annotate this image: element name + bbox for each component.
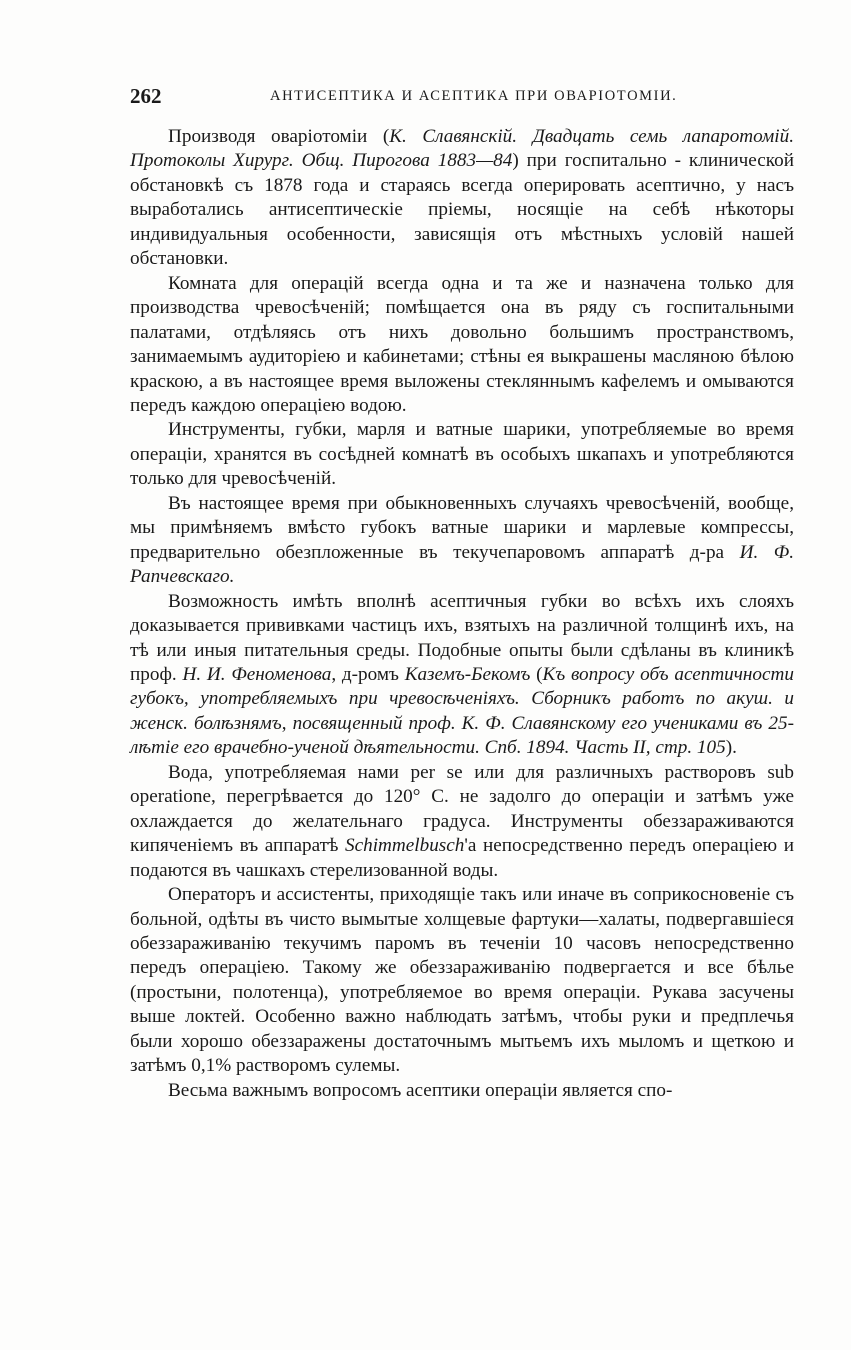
italic-text-run: К. Славянскій. Двадцать семь лапаротомій. Протоколы Хирург. Общ. Пирогова 1883—84 bbox=[130, 126, 794, 172]
paragraph bbox=[130, 418, 794, 491]
paragraph bbox=[130, 125, 794, 272]
paragraph bbox=[130, 883, 794, 1079]
paragraph bbox=[130, 590, 794, 761]
italic-text-run: И. Ф. Рапчевскаго. bbox=[130, 541, 795, 588]
italic-text-run: Каземъ-Бекомъ bbox=[404, 663, 531, 685]
text-run: , bbox=[281, 712, 293, 734]
text-run: Вода, употребляемая нами per se или для различныхъ растворовъ sub operatione, перегрѣвается до 120° С. не задолго до операціи и затѣмъ уже охлаждается до желательнаго градуса. Инструменты обеззараживаются кипяченіемъ въ аппаратѣ bbox=[130, 761, 794, 857]
text-run: Инструменты, губки, марля и ватные шарики, употребляемые во время операціи, хранятся въ сосѣдней комнатѣ въ особыхъ шкапахъ и употребляются только для чревосѣченій. bbox=[130, 419, 794, 490]
paragraph bbox=[130, 1079, 794, 1103]
text-run: ( bbox=[530, 663, 543, 685]
paragraph bbox=[130, 272, 794, 419]
text-run: ). bbox=[725, 737, 737, 759]
italic-text-run: Къ вопросу объ асептичности губокъ, употребляемыхъ при чревосѣченіяхъ. Сборникъ работъ по акуш. и женск. болѣзнямъ bbox=[130, 663, 794, 734]
running-head: АНТИСЕПТИКА И АСЕПТИКА ПРИ ОВАРІОТОМІИ. bbox=[270, 88, 678, 104]
page-number: 262 bbox=[130, 84, 162, 108]
italic-text-run: Schimmelbusch bbox=[345, 835, 465, 857]
text-run: Возможность имѣть вполнѣ асептичныя губки во всѣхъ ихъ слояхъ доказывается прививками частицъ ихъ, взятыхъ на различной толщинѣ ихъ, на тѣ или иныя питательныя среды. Подобные опыты были сдѣланы въ клиникѣ проф. bbox=[130, 590, 794, 685]
italic-text-run: посвященный проф. К. Ф. Славянскому его учениками въ 25-лѣтіе его врачебно-ученой дѣятельности. Спб. 1894. Часть II, стр. 105 bbox=[130, 712, 794, 759]
paragraph bbox=[130, 761, 794, 883]
text-run: , д-ромъ bbox=[331, 663, 405, 685]
paragraph bbox=[130, 492, 794, 590]
text-run: 'а непосредственно передъ операціею и подаются въ чашкахъ стерелизованной воды. bbox=[130, 835, 794, 881]
text-run: Производя оваріотоміи ( bbox=[168, 126, 390, 147]
text-run: Весьма важнымъ вопросомъ асептики операціи является спо- bbox=[168, 1079, 673, 1101]
text-run: Операторъ и ассистенты, приходящіе такъ или иначе въ соприкосновеніе съ больной, одѣты въ чисто вымытые холщевые фартуки—халаты, подвергавшіеся обеззараживанію текучимъ паромъ въ теченіи 10 часовъ непосредственно передъ операціею. Такому же обеззараживанію подвергается и все бѣлье (простыни, полотенца), употребляемое во время операціи. Рукава засучены выше локтей. Особенно важно наблюдать затѣмъ, чтобы руки и предплечья были хорошо обеззаражены достаточнымъ мытьемъ ихъ мыломъ и щеткою и затѣмъ 0,1% растворомъ сулемы. bbox=[130, 884, 794, 1077]
text-run: Комната для операцій всегда одна и та же и назначена только для производства чревосѣченій; помѣщается она въ ряду съ госпитальными палатами, отдѣляясь отъ нихъ довольно большимъ пространствомъ, занимаемымъ аудиторіею и кабинетами; стѣны ея выкрашены масляною бѣлою краскою, а въ настоящее время выложены стекляннымъ кафелемъ и омываются передъ каждою операціею водою. bbox=[130, 272, 794, 416]
page-header bbox=[130, 84, 794, 110]
text-run: ) при госпитально - клинической обстановкѣ съ 1878 года и стараясь всегда оперировать асептично, у насъ выработались антисептическіе пріемы, носящіе на себѣ нѣкоторы индивидуальныя особенности, зависящія отъ мѣстныхъ условій нашей обстановки. bbox=[130, 150, 794, 270]
body-text bbox=[130, 125, 794, 1103]
text-run: Въ настоящее время при обыкновенныхъ случаяхъ чревосѣченій, вообще, мы примѣняемъ вмѣсто губокъ ватные шарики и марлевые компрессы, предварительно обезпложенные въ текучепаровомъ аппаратѣ д-ра bbox=[130, 492, 794, 563]
italic-text-run: Н. И. Феноменова bbox=[182, 663, 332, 685]
